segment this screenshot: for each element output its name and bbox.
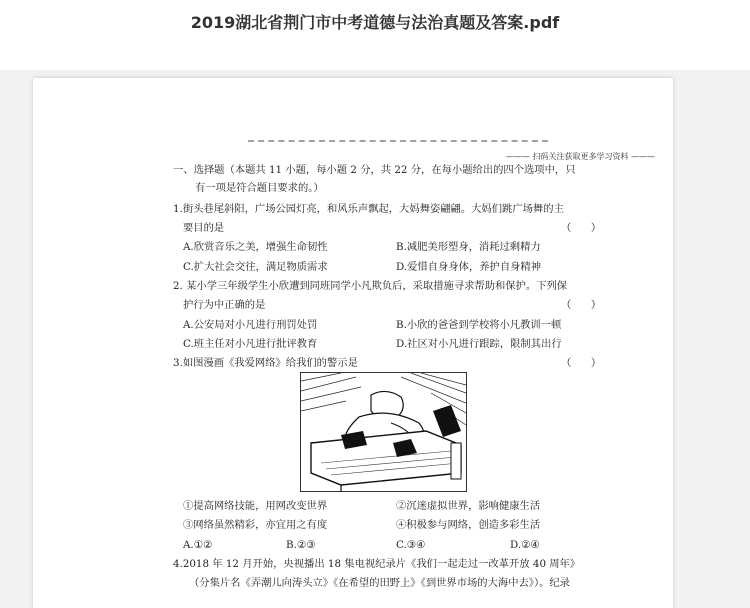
q1-answer-blank: （ ） — [561, 222, 602, 234]
viewer-toolbar — [0, 0, 750, 70]
q1-option-c: C.扩大社会交往，满足物质需求 — [183, 261, 328, 273]
q1-stem-line-2: 要目的是 — [183, 222, 225, 234]
q4-stem-line-1: 4.2018 年 12 月开始，央视播出 18 集电视纪录片《我们一起走过一改革开放 40 周年》 — [173, 558, 581, 570]
page-header-scan-artifact — [248, 140, 548, 148]
q2-option-d: D.社区对小凡进行跟踪，限制其出行 — [396, 338, 562, 350]
q3-statement-4: ④积极参与网络，创造多彩生活 — [396, 519, 541, 531]
q3-statement-3: ③网络虽然精彩，亦宜用之有度 — [183, 519, 328, 531]
section-heading-line-2: 有一项是符合题目要求的。） — [195, 182, 324, 194]
q3-option-a: A.①② — [183, 539, 213, 551]
cartoon-drawing — [301, 373, 466, 491]
q2-stem-line-1: 2. 某小学三年级学生小欣遭到同班同学小凡欺负后，采取措施寻求帮助和保护。下列保 — [173, 280, 568, 292]
q1-option-a: A.欣赏音乐之美，增强生命韧性 — [183, 241, 328, 253]
q3-statement-2: ②沉迷虚拟世界，影响健康生活 — [396, 500, 541, 512]
q4-stem-line-2: （分集片名《弄潮儿向涛头立》《在希望的田野上》《到世界市场的大海中去》）。纪录 — [189, 577, 570, 589]
q3-option-b: B.②③ — [286, 539, 316, 551]
promo-banner: ——— 扫码关注获取更多学习资料 ——— — [506, 151, 655, 162]
q2-option-c: C.班主任对小凡进行批评教育 — [183, 338, 318, 350]
q3-answer-blank: （ ） — [561, 357, 602, 369]
q3-option-d: D.②④ — [510, 539, 540, 551]
pdf-page[interactable] — [33, 78, 673, 608]
q2-answer-blank: （ ） — [561, 299, 602, 311]
q1-option-b: B.减肥美形塑身，消耗过剩精力 — [396, 241, 541, 253]
section-heading-line-1: 一、选择题（本题共 11 小题，每小题 2 分，共 22 分，在每小题给出的四个选项中，只 — [173, 164, 576, 176]
q3-option-c: C.③④ — [396, 539, 426, 551]
q3-statement-1: ①提高网络技能，用网改变世界 — [183, 500, 328, 512]
q2-option-a: A.公安局对小凡进行刑罚处罚 — [183, 319, 318, 331]
q2-stem-line-2: 护行为中正确的是 — [183, 299, 266, 311]
q1-stem-line-1: 1.街头巷尾斜阳，广场公园灯亮，和风乐声飘起，大妈舞姿翩翩。大妈们跳广场舞的主 — [173, 203, 564, 215]
document-title: 2019湖北省荆门市中考道德与法治真题及答案.pdf — [190, 13, 560, 32]
q1-option-d: D.爱惜自身身体，养护自身精神 — [396, 261, 542, 273]
q3-stem: 3.如图漫画《我爱网络》给我们的警示是 — [173, 357, 358, 369]
q2-option-b: B.小欣的爸爸到学校将小凡教训一顿 — [396, 319, 562, 331]
cartoon-image — [300, 372, 467, 492]
